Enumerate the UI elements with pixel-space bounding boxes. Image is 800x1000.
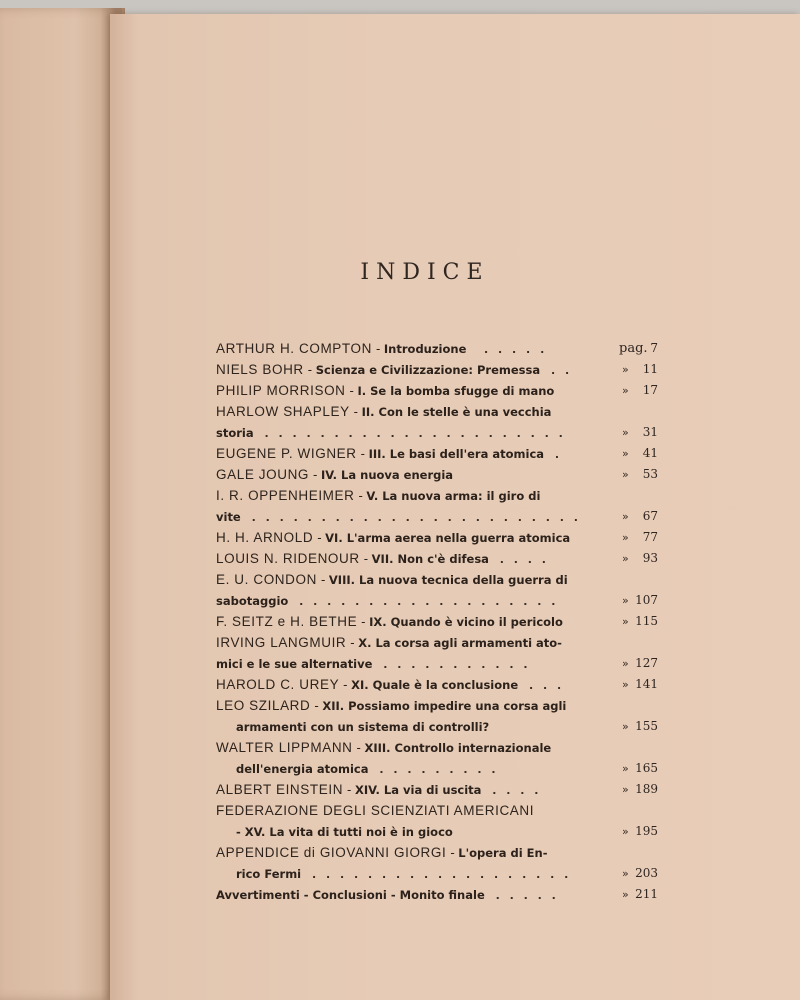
toc-page-number: 77 [642, 530, 658, 544]
toc-title: XII. Possiamo impedire una corsa agli [322, 699, 567, 713]
toc-entry: PHILIP MORRISON - I. Se la bomba sfugge di mano » 17 [216, 380, 656, 401]
page-marker: » [622, 720, 629, 733]
toc-author: LEO SZILARD [216, 698, 311, 713]
toc-title-continued: armamenti con un sistema di controlli? [236, 720, 490, 734]
toc-entry: H. H. ARNOLD - VI. L'arma aerea nella guerra atomica » 77 [216, 527, 656, 548]
page-marker: » [622, 783, 629, 796]
toc-page-number: 127 [635, 656, 658, 670]
toc-entry: HAROLD C. UREY - XI. Quale è la conclusione . . . » 141 [216, 674, 656, 695]
toc-title: Avvertimenti - Conclusioni - Monito finale [216, 888, 485, 902]
toc-title: V. La nuova arma: il giro di [366, 489, 541, 503]
toc-title: - XV. La vita di tutti noi è in gioco [236, 825, 453, 839]
toc-page-number: 211 [635, 887, 658, 901]
toc-entry: LEO SZILARD - XII. Possiamo impedire una corsa agli armamenti con un sistema di controlli? » 155 [216, 695, 656, 737]
toc-author: WALTER LIPPMANN [216, 740, 353, 755]
toc-title: IX. Quando è vicino il pericolo [369, 615, 563, 629]
page-marker: » [622, 867, 629, 880]
toc-page-number: 93 [642, 551, 658, 565]
toc-entry: LOUIS N. RIDENOUR - VII. Non c'è difesa . . . . » 93 [216, 548, 656, 569]
toc-page-number: 195 [635, 824, 658, 838]
toc-title-continued: dell'energia atomica [236, 762, 369, 776]
toc-title: VII. Non c'è difesa [371, 552, 489, 566]
toc-entry: I. R. OPPENHEIMER - V. La nuova arma: il giro di vite . . . . . . . . . . . . . . . . . . . . . . . . » 67 [216, 485, 656, 527]
toc-author: H. H. ARNOLD [216, 530, 314, 545]
toc-author: NIELS BOHR [216, 362, 304, 377]
page-marker: » [622, 363, 629, 376]
page-title: INDICE [360, 260, 490, 285]
toc-title: II. Con le stelle è una vecchia [361, 405, 552, 419]
page-marker: » [622, 888, 629, 901]
toc-author: LOUIS N. RIDENOUR [216, 551, 360, 566]
toc-page-number: 53 [642, 467, 658, 481]
toc-page-number: 67 [642, 509, 658, 523]
toc-page-number: 11 [642, 362, 658, 376]
page-marker: » [622, 426, 629, 439]
toc-page-number: 189 [635, 782, 658, 796]
toc-page-number: 31 [642, 425, 658, 439]
toc-title: VIII. La nuova tecnica della guerra di [328, 573, 568, 587]
toc-author: EUGENE P. WIGNER [216, 446, 357, 461]
toc-author: IRVING LANGMUIR [216, 635, 347, 650]
page-marker: » [622, 552, 629, 565]
toc-author: PHILIP MORRISON [216, 383, 346, 398]
toc-title-continued: sabotaggio [216, 594, 289, 608]
toc-author: E. U. CONDON [216, 572, 317, 587]
page-marker: » [622, 825, 629, 838]
page-marker: » [622, 594, 629, 607]
toc-entry: EUGENE P. WIGNER - III. Le basi dell'era atomica . » 41 [216, 443, 656, 464]
page-marker: » [622, 468, 629, 481]
toc-title: Scienza e Civilizzazione: Premessa [315, 363, 541, 377]
toc-entry: Avvertimenti - Conclusioni - Monito finale . . . . . » 211 [216, 884, 656, 905]
toc-author: GALE JOUNG [216, 467, 310, 482]
toc-page-number: 17 [642, 383, 658, 397]
toc-title: IV. La nuova energia [320, 468, 454, 482]
toc-author: HARLOW SHAPLEY [216, 404, 350, 419]
page-marker: » [622, 678, 629, 691]
page-marker: » [622, 657, 629, 670]
toc-title: XIII. Controllo internazionale [364, 741, 552, 755]
toc-author: F. SEITZ e H. BETHE [216, 614, 358, 629]
toc-page-number: 141 [635, 677, 658, 691]
toc-page-number: 41 [642, 446, 658, 460]
toc-title: XI. Quale è la conclusione [351, 678, 519, 692]
toc-entry [216, 800, 656, 842]
toc-title-continued: rico Fermi [236, 867, 302, 881]
page-marker: » [622, 384, 629, 397]
toc-title: VI. L'arma aerea nella guerra atomica [325, 531, 571, 545]
toc-page-number: 115 [635, 614, 658, 628]
toc-title: L'opera di En- [458, 846, 548, 860]
toc-title: I. Se la bomba sfugge di mano [357, 384, 555, 398]
page-marker: » [622, 510, 629, 523]
toc-author: HAROLD C. UREY [216, 677, 340, 692]
toc-page-number: 107 [635, 593, 658, 607]
toc-title: III. Le basi dell'era atomica [368, 447, 545, 461]
toc-title: Introduzione [383, 342, 467, 356]
toc-author: ARTHUR H. COMPTON [216, 341, 372, 356]
toc-page-number: 165 [635, 761, 658, 775]
toc-title-continued: storia [216, 426, 254, 440]
toc-page-number: 7 [650, 341, 658, 355]
page-marker: » [622, 531, 629, 544]
toc-entry: HARLOW SHAPLEY - II. Con le stelle è una vecchia storia . . . . . . . . . . . . . . . . . . . . . . » 31 [216, 401, 656, 443]
page-marker: » [622, 762, 629, 775]
page-marker: » [622, 615, 629, 628]
page-marker: » [622, 447, 629, 460]
toc-entry: GALE JOUNG - IV. La nuova energia » 53 [216, 464, 656, 485]
toc-author: ALBERT EINSTEIN [216, 782, 344, 797]
pag-label: pag. [619, 341, 648, 356]
toc-page-number: 203 [635, 866, 658, 880]
toc-entry: F. SEITZ e H. BETHE - IX. Quando è vicino il pericolo » 115 [216, 611, 656, 632]
toc-entry: ALBERT EINSTEIN - XIV. La via di uscita . . . . » 189 [216, 779, 656, 800]
toc-entry: ARTHUR H. COMPTON - Introduzione . . . . . pag. 7 [216, 338, 656, 359]
toc-author: APPENDICE di GIOVANNI GIORGI [216, 845, 447, 860]
toc-title-continued: vite [216, 510, 241, 524]
toc-entry: NIELS BOHR - Scienza e Civilizzazione: Premessa . . » 11 [216, 359, 656, 380]
table-of-contents [216, 338, 656, 905]
toc-entry: APPENDICE di GIOVANNI GIORGI - L'opera di En- rico Fermi . . . . . . . . . . . . . . . . . . . » 203 [216, 842, 656, 884]
toc-title: X. La corsa agli armamenti ato- [358, 636, 562, 650]
toc-author: I. R. OPPENHEIMER [216, 488, 355, 503]
toc-entry: IRVING LANGMUIR - X. La corsa agli armamenti ato- mici e le sue alternative . . . . . . . . . . . » 127 [216, 632, 656, 674]
toc-title-continued: mici e le sue alternative [216, 657, 373, 671]
toc-entry: E. U. CONDON - VIII. La nuova tecnica della guerra di sabotaggio . . . . . . . . . . . . . . . . . . . » 107 [216, 569, 656, 611]
toc-title: XIV. La via di uscita [354, 783, 482, 797]
toc-entry: WALTER LIPPMANN - XIII. Controllo internazionale dell'energia atomica . . . . . . . . . » 165 [216, 737, 656, 779]
toc-author: FEDERAZIONE DEGLI SCIENZIATI AMERICANI [216, 803, 535, 818]
toc-page-number: 155 [635, 719, 658, 733]
